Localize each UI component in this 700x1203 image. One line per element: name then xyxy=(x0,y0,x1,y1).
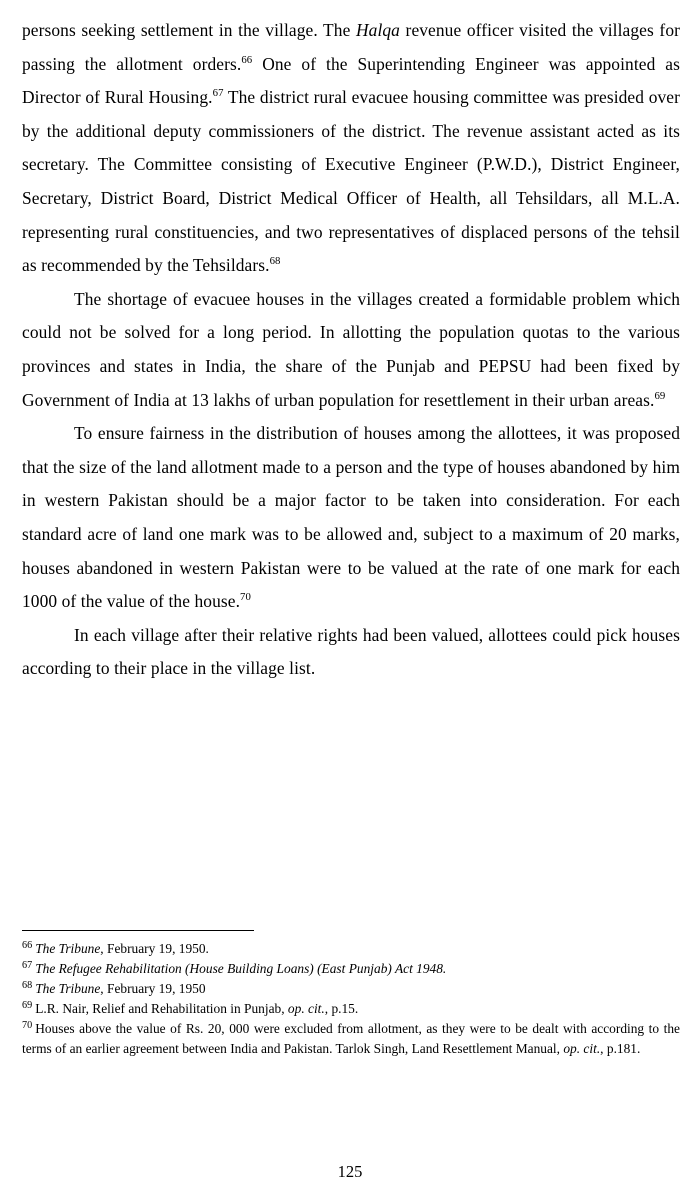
footnote-66 xyxy=(22,939,680,959)
footnote-marker: 66 xyxy=(22,939,33,951)
footnote-area xyxy=(22,930,680,1059)
footnote-marker: 68 xyxy=(22,979,33,991)
footnote-text: The Tribune, February 19, 1950 xyxy=(35,981,206,996)
footnote-marker: 67 xyxy=(22,959,33,971)
footnote-marker: 69 xyxy=(22,999,33,1011)
footnote-text: The Tribune, February 19, 1950. xyxy=(35,941,209,956)
paragraph-4: In each village after their relative rights had been valued, allottees could pick houses according to their place in the village list. xyxy=(22,624,680,679)
footnote-text: L.R. Nair, Relief and Rehabilitation in Punjab, op. cit., p.15. xyxy=(35,1001,359,1016)
footnote-separator-rule xyxy=(22,930,254,931)
footnote-67 xyxy=(22,959,680,979)
footnote-text: Houses above the value of Rs. 20, 000 were excluded from allotment, as they were to be dealt with according to the terms of an earlier agreement between India and Pakistan. Tarlok Singh, Land Resettlement Manual, op. cit., p.181. xyxy=(22,1021,680,1056)
paragraph-2: The shortage of evacuee houses in the villages created a formidable problem which could not be solved for a long period. In allotting the population quotas to the various provinces and states in India, the share of the Punjab and PEPSU had been fixed by Government of India at 13 lakhs of urban population for resettlement in their urban areas.$^{69}$ xyxy=(22,288,680,410)
footnote-68 xyxy=(22,979,680,999)
footnote-69 xyxy=(22,999,680,1019)
footnote-marker: 70 xyxy=(22,1019,33,1031)
footnote-list xyxy=(22,939,680,1058)
footnote-text: The Refugee Rehabilitation (House Building Loans) (East Punjab) Act 1948. xyxy=(35,961,447,976)
page-number: 125 xyxy=(337,1162,363,1181)
paragraph-1: persons seeking settlement in the village. The Halqa revenue officer visited the villages for passing the allotment orders.$^{66}$ One of the Superintending Engineer was appointed as Director of Rural Housing.$^{67}$ The district rural evacuee housing committee was presided over by the additional deputy commissioners of the district. The revenue assistant acted as its secretary. The Committee consisting of Executive Engineer (P.W.D.), District Engineer, Secretary, District Board, District Medical Officer of Health, all Tehsildars, all M.L.A. representing rural constituencies, and two representatives of displaced persons of the tehsil as recommended by the Tehsildars.$^{68}$ xyxy=(22,20,681,276)
body-text xyxy=(22,14,680,686)
footnote-70 xyxy=(22,1019,680,1058)
paragraph-3: To ensure fairness in the distribution of houses among the allottees, it was proposed that the size of the land allotment made to a person and the type of houses abandoned by him in western Pakistan should be a major factor to be taken into consideration. For each standard acre of land one mark was to be allowed and, subject to a maximum of 20 marks, houses abandoned in western Pakistan were to be valued at the rate of one mark for each 1000 of the value of the house.$^{70}$ xyxy=(22,423,680,612)
